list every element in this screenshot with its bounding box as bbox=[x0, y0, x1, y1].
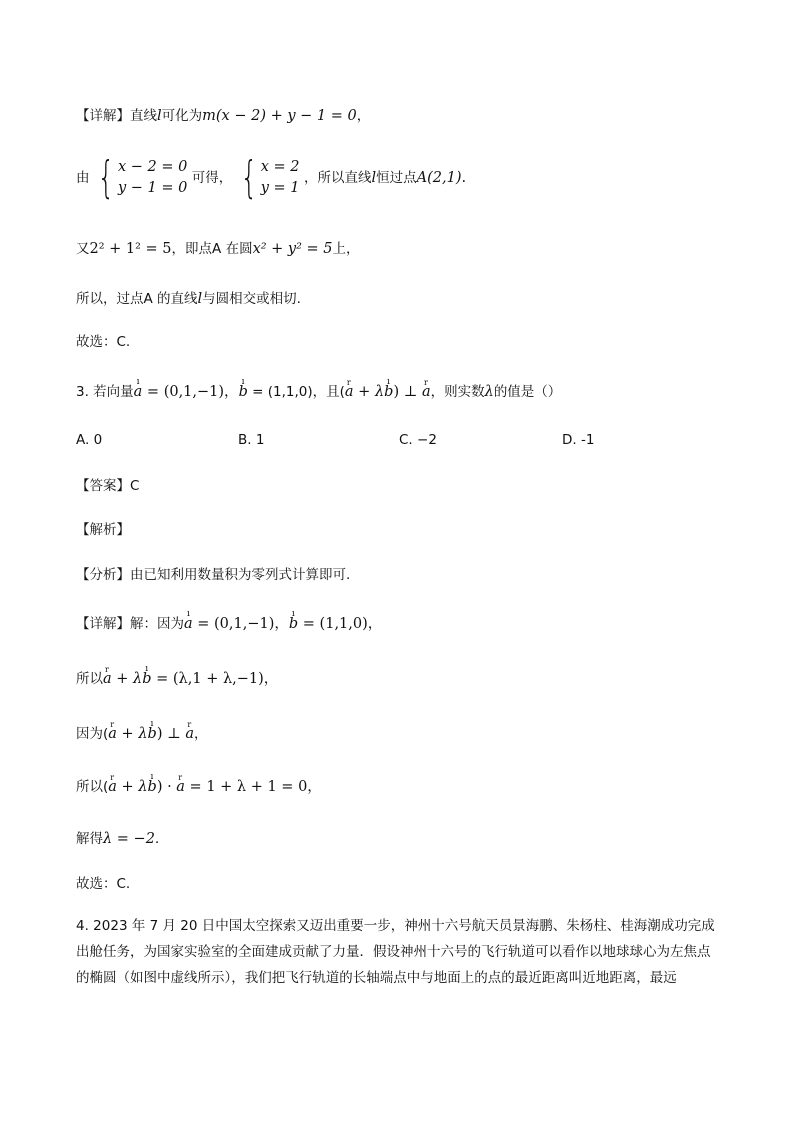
option-b: B. 1 bbox=[238, 432, 265, 448]
detail-line-4: 所以，过点A 的直线l与圆相交或相切. bbox=[76, 291, 301, 307]
detail-line-1: 【详解】直线l可化为m(x − 2) + y − 1 = 0， bbox=[76, 108, 371, 124]
equation-system-line: 由 { x − 2 = 0 y − 1 = 0 可得， { x = 2 y = 1 ，所以直线l恒过点A(2,1). bbox=[76, 152, 467, 203]
option-d: D. -1 bbox=[562, 432, 595, 448]
option-c: C. −2 bbox=[399, 432, 437, 448]
solution-line-3: 因为(r a + λı b) ⊥ r a， bbox=[76, 724, 207, 744]
equation-system-2: { x = 2 y = 1 bbox=[240, 152, 300, 203]
solution-line-5: 解得λ = −2． bbox=[76, 831, 169, 847]
question-4: 4. 2023 年 7 月 20 日中国太空探索又迈出重要一步，神州十六号航天员景海鹏、朱杨柱、桂海潮成功完成出舱任务，为国家实验室的全面建成贡献了力量．假设神州十六号的飞行轨道可以看作以地球球心为左焦点的椭圆（如图中虚线所示），我们把飞行轨道的长轴端点中与地面上的点的最近距离叫近地距离，最远 bbox=[76, 918, 715, 986]
equation-system-1: { x − 2 = 0 y − 1 = 0 bbox=[97, 152, 188, 203]
solution-line-1: 【详解】解：因为ı a = (0,1,−1)，ı b = (1,1,0)， bbox=[76, 614, 382, 634]
detail-line-3: 又2² + 1² = 5，即点A 在圆x² + y² = 5上， bbox=[76, 241, 360, 257]
solution-line-4: 所以(r a + λı b) · r a = 1 + λ + 1 = 0， bbox=[76, 777, 322, 797]
answer-label: 【答案】C bbox=[76, 478, 140, 494]
analysis-label: 【解析】 bbox=[76, 522, 130, 538]
answer-choice-line-2: 故选：C. bbox=[76, 876, 131, 892]
option-a: A. 0 bbox=[76, 432, 103, 448]
question-3: 3. 若向量ı a = (0,1,−1)，ı b = (1,1,0)，且(r a + λı b) ⊥ r a，则实数λ的值是（） bbox=[76, 382, 561, 402]
solution-line-2: 所以r a + λı b = (λ,1 + λ,−1)， bbox=[76, 669, 278, 689]
analysis-text: 【分析】由已知利用数量积为零列式计算即可. bbox=[76, 567, 351, 583]
answer-choice-line-1: 故选：C. bbox=[76, 334, 131, 350]
